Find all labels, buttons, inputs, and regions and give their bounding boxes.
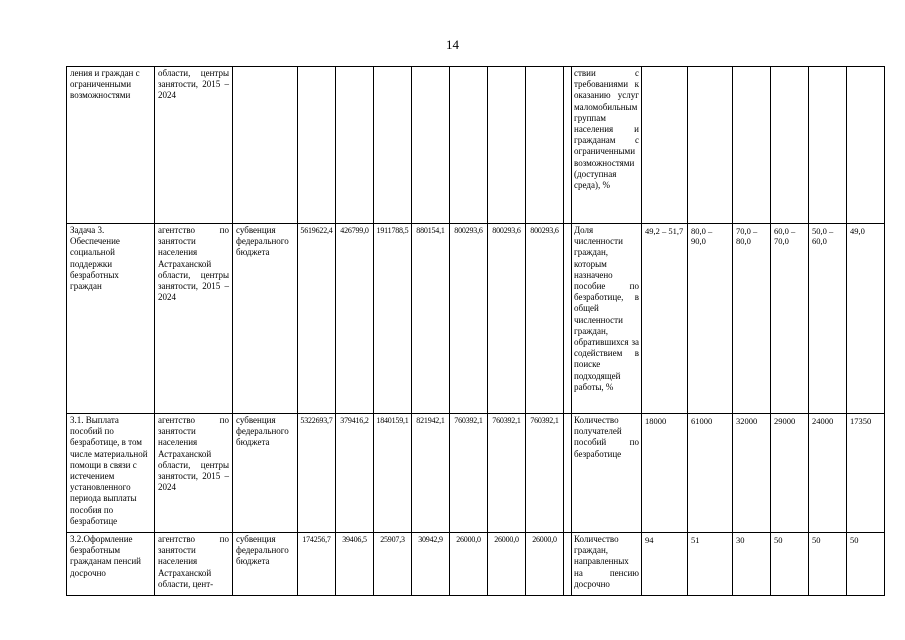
value-cell: 426799,0: [336, 224, 374, 414]
target-cell: [688, 67, 733, 224]
value-cell: 39406,5: [336, 533, 374, 596]
executor-cell: агентство по занятости населения Астраханской области, центры занятости, 2015 – 2024: [155, 224, 233, 414]
value-cell: 26000,0: [526, 533, 564, 596]
indicator-cell: Доля численности граждан, которым назначено пособие по безработице, в общей численности граждан, обратившихся за содействием в поиске подходящей работы, %: [572, 224, 642, 414]
source-cell: субвенция федерального бюджета: [233, 414, 298, 533]
target-cell: 50: [847, 533, 885, 596]
table-row: [67, 67, 885, 224]
value-cell: [488, 67, 526, 224]
value-cell: 174256,7: [298, 533, 336, 596]
measure-name-cell: 3.1. Выплата пособий по безработице, в том числе материальной помощи в связи с истечением установленного периода выплаты пособия по безработице: [67, 414, 155, 533]
value-cell: 5619622,4: [298, 224, 336, 414]
target-cell: 94: [642, 533, 688, 596]
source-cell: субвенция федерального бюджета: [233, 224, 298, 414]
value-cell: 1911788,5: [374, 224, 412, 414]
value-cell: [526, 67, 564, 224]
executor-cell: агентство по занятости населения Астраханской области, центры занятости, 2015 – 2024: [155, 414, 233, 533]
value-cell: [450, 67, 488, 224]
measure-name-cell: Задача 3. Обеспечение социальной поддержки безработных граждан: [67, 224, 155, 414]
target-cell: 50: [809, 533, 847, 596]
target-cell: [847, 67, 885, 224]
target-cell: 50: [771, 533, 809, 596]
value-cell: 1840159,1: [374, 414, 412, 533]
target-cell: 18000: [642, 414, 688, 533]
page-number: 14: [446, 37, 459, 52]
target-cell: 60,0 – 70,0: [771, 224, 809, 414]
source-cell: [233, 67, 298, 224]
value-cell: [564, 414, 572, 533]
indicator-cell: ствии с требованиями к оказанию услуг маломобильным группам населения и гражданам с ограниченными возможностями (доступная среда), %: [572, 67, 642, 224]
value-cell: 760392,1: [526, 414, 564, 533]
source-cell: субвенция федерального бюджета: [233, 533, 298, 596]
executor-cell: области, центры занятости, 2015 – 2024: [155, 67, 233, 224]
value-cell: 30942,9: [412, 533, 450, 596]
table-row: [67, 533, 885, 596]
indicator-cell: Количество граждан, направленных на пенсию досрочно: [572, 533, 642, 596]
value-cell: 760392,1: [450, 414, 488, 533]
target-cell: 29000: [771, 414, 809, 533]
value-cell: 800293,6: [526, 224, 564, 414]
value-cell: 880154,1: [412, 224, 450, 414]
target-cell: [642, 67, 688, 224]
value-cell: [374, 67, 412, 224]
value-cell: [298, 67, 336, 224]
target-cell: 80,0 – 90,0: [688, 224, 733, 414]
target-cell: 30: [733, 533, 771, 596]
value-cell: 26000,0: [450, 533, 488, 596]
value-cell: 5322693,7: [298, 414, 336, 533]
measure-name-cell: ления и граждан с ограниченными возможностями: [67, 67, 155, 224]
target-cell: 32000: [733, 414, 771, 533]
target-cell: 17350: [847, 414, 885, 533]
value-cell: [336, 67, 374, 224]
executor-cell: агентство по занятости населения Астраханской области, цент-: [155, 533, 233, 596]
table-row: [67, 414, 885, 533]
table-row: [67, 224, 885, 414]
target-cell: 24000: [809, 414, 847, 533]
value-cell: [564, 533, 572, 596]
value-cell: 821942,1: [412, 414, 450, 533]
target-cell: [771, 67, 809, 224]
value-cell: 26000,0: [488, 533, 526, 596]
target-cell: 49,0: [847, 224, 885, 414]
value-cell: 800293,6: [488, 224, 526, 414]
measure-name-cell: 3.2.Оформление безработным гражданам пенсий досрочно: [67, 533, 155, 596]
target-cell: 50,0 – 60,0: [809, 224, 847, 414]
value-cell: 760392,1: [488, 414, 526, 533]
target-cell: 70,0 – 80,0: [733, 224, 771, 414]
target-cell: [809, 67, 847, 224]
program-table: [66, 66, 885, 596]
value-cell: 800293,6: [450, 224, 488, 414]
value-cell: 25907,3: [374, 533, 412, 596]
value-cell: [564, 224, 572, 414]
target-cell: [733, 67, 771, 224]
value-cell: [412, 67, 450, 224]
target-cell: 51: [688, 533, 733, 596]
target-cell: 61000: [688, 414, 733, 533]
indicator-cell: Количество получателей пособий по безработице: [572, 414, 642, 533]
value-cell: 379416,2: [336, 414, 374, 533]
target-cell: 49,2 – 51,7: [642, 224, 688, 414]
value-cell: [564, 67, 572, 224]
